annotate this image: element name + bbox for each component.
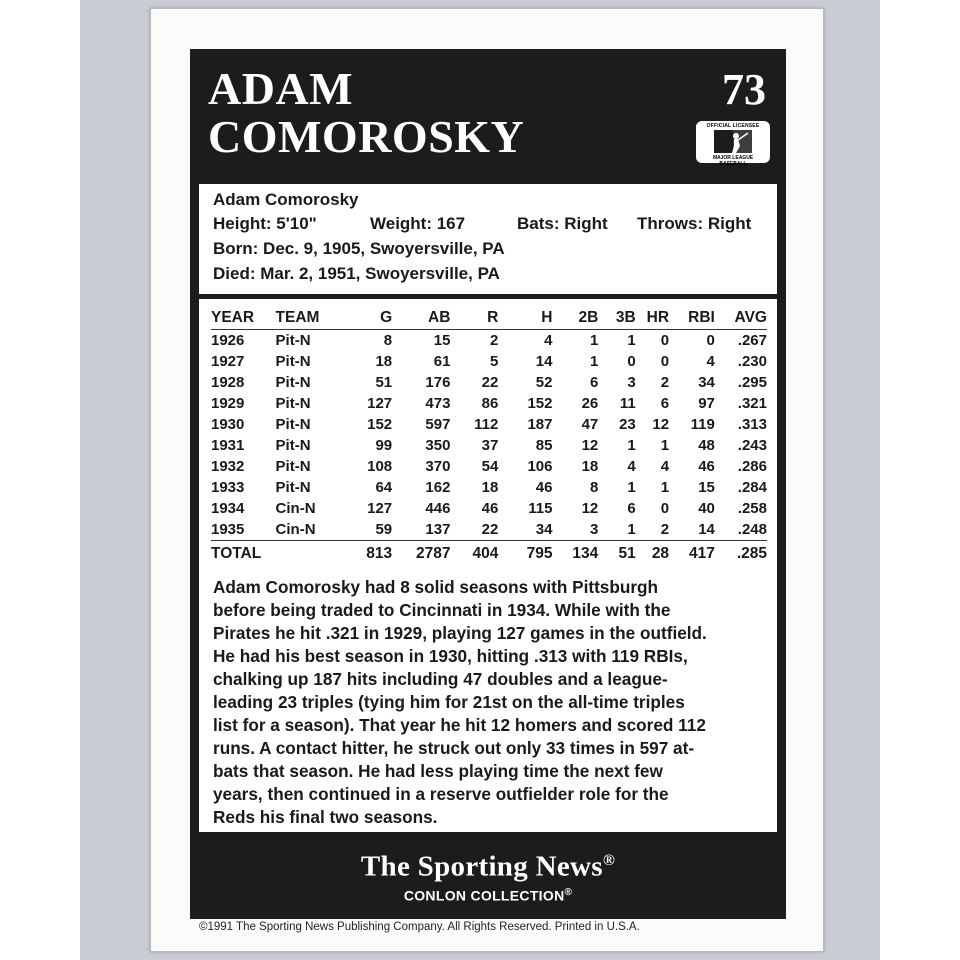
cell-r: 2	[489, 332, 499, 349]
cell-hr: 6	[660, 395, 670, 412]
bio-line: Adam Comorosky had 8 solid seasons with Pittsburgh	[213, 577, 659, 597]
copyright-line: ©1991 The Sporting News Publishing Company. All Rights Reserved. Printed in U.S.A.	[199, 921, 640, 933]
cell-ab: 597	[425, 416, 451, 433]
cell-year: 1931	[211, 437, 245, 454]
sporting-news-wordmark	[190, 845, 786, 883]
cell-rbi: 119	[690, 416, 715, 433]
cell-hr: 1	[660, 437, 670, 454]
cell-avg: .313	[737, 416, 767, 433]
player-info-box	[199, 184, 777, 294]
cell-h: 34	[535, 521, 553, 538]
cell-team: Cin-N	[275, 500, 316, 517]
total-r: 404	[450, 541, 498, 567]
stats-body	[211, 330, 767, 541]
stats-total-row	[211, 541, 767, 567]
cell-2b: 12	[581, 437, 599, 454]
info-height: Height: 5'10"	[213, 214, 317, 233]
player-name-line1: ADAM	[208, 63, 354, 114]
cell-3b: 1	[627, 521, 636, 538]
cell-hr: 1	[660, 479, 670, 496]
cell-year: 1926	[211, 332, 245, 349]
info-bats: Bats: Right	[517, 214, 608, 233]
cell-avg: .286	[737, 458, 767, 475]
logo-bottom-text: MAJOR LEAGUE BASEBALL	[712, 155, 754, 167]
cell-avg: .284	[737, 479, 767, 496]
cell-team: Pit-N	[275, 479, 311, 496]
mlb-licensee-logo	[696, 121, 770, 167]
cell-2b: 12	[581, 500, 599, 517]
brand-footer	[190, 845, 786, 903]
cell-3b: 0	[627, 353, 636, 370]
total-ab: 2787	[392, 541, 450, 567]
cell-team: Cin-N	[275, 521, 316, 538]
cell-team: Pit-N	[275, 374, 311, 391]
stats-box	[199, 299, 777, 832]
cell-r: 5	[489, 353, 499, 370]
player-biography	[213, 576, 769, 829]
cell-avg: .267	[737, 332, 767, 349]
cell-g: 8	[383, 332, 393, 349]
cell-hr: 12	[652, 416, 670, 433]
bio-line: years, then continued in a reserve outfielder role for the	[213, 784, 669, 804]
cell-rbi: 14	[698, 521, 715, 538]
cell-team: Pit-N	[275, 416, 311, 433]
bio-line: chalking up 187 hits including 47 doubles and a league-	[213, 669, 668, 689]
cell-g: 99	[375, 437, 393, 454]
cell-ab: 176	[425, 374, 451, 391]
cell-2b: 18	[581, 458, 599, 475]
conlon-collection	[190, 885, 786, 904]
cell-rbi: 40	[698, 500, 715, 517]
cell-h: 46	[535, 479, 553, 496]
cell-r: 46	[481, 500, 499, 517]
header-avg: AVG	[715, 305, 767, 330]
stats-table	[211, 305, 767, 566]
registered-mark-2: ®	[564, 886, 573, 898]
info-died: Died: Mar. 2, 1951, Swoyersville, PA	[213, 264, 500, 283]
cell-g: 127	[367, 395, 393, 412]
cell-rbi: 46	[698, 458, 715, 475]
brand-title: The Sporting News	[360, 850, 603, 883]
info-born: Born: Dec. 9, 1905, Swoyersville, PA	[213, 239, 505, 258]
cell-2b: 1	[589, 353, 599, 370]
cell-avg: .258	[737, 500, 767, 517]
bio-line: He had his best season in 1930, hitting .313 with 119 RBIs,	[213, 646, 688, 666]
cell-team: Pit-N	[275, 332, 311, 349]
cell-avg: .321	[737, 395, 767, 412]
cell-hr: 0	[660, 332, 670, 349]
cell-hr: 2	[660, 374, 670, 391]
cell-year: 1927	[211, 353, 245, 370]
cell-avg: .248	[737, 521, 767, 538]
cell-r: 22	[481, 374, 499, 391]
stats-header-row	[211, 305, 767, 330]
info-throws: Throws: Right	[637, 214, 752, 233]
cell-2b: 26	[581, 395, 599, 412]
player-name	[208, 65, 524, 161]
info-weight: Weight: 167	[370, 214, 466, 233]
cell-year: 1929	[211, 395, 245, 412]
bio-line: leading 23 triples (tying him for 21st on the all-time triples	[213, 692, 685, 712]
total-avg: .285	[715, 541, 767, 567]
cell-h: 106	[527, 458, 553, 475]
cell-rbi: 48	[698, 437, 715, 454]
cell-rbi: 0	[706, 332, 715, 349]
cell-h: 4	[544, 332, 553, 349]
bio-line: bats that season. He had less playing time the next few	[213, 761, 663, 781]
cell-h: 85	[535, 437, 553, 454]
cell-year: 1934	[211, 500, 245, 517]
bio-line: list for a season). That year he hit 12 homers and scored 112	[213, 715, 706, 735]
cell-3b: 11	[619, 395, 636, 412]
table-row	[211, 498, 767, 519]
total-hr: 28	[636, 541, 669, 567]
cell-year: 1935	[211, 521, 245, 538]
cell-year: 1932	[211, 458, 245, 475]
cell-avg: .230	[737, 353, 767, 370]
cell-r: 37	[481, 437, 499, 454]
cell-year: 1928	[211, 374, 245, 391]
cell-team: Pit-N	[275, 353, 311, 370]
cell-g: 59	[375, 521, 393, 538]
cell-rbi: 4	[706, 353, 715, 370]
cell-3b: 23	[619, 416, 636, 433]
table-row	[211, 393, 767, 414]
cell-2b: 8	[589, 479, 599, 496]
collection-label: CONLON COLLECTION	[403, 887, 565, 904]
cell-3b: 6	[627, 500, 636, 517]
info-full-name: Adam Comorosky	[213, 190, 359, 209]
header-g: G	[336, 305, 392, 330]
cell-ab: 446	[425, 500, 451, 517]
table-row	[211, 351, 767, 372]
table-row	[211, 435, 767, 456]
cell-r: 54	[481, 458, 499, 475]
header-3b: 3B	[598, 305, 635, 330]
header-ab: AB	[392, 305, 450, 330]
cell-3b: 3	[627, 374, 636, 391]
cell-r: 86	[481, 395, 499, 412]
cell-year: 1933	[211, 479, 245, 496]
table-row	[211, 519, 767, 541]
logo-top-text: OFFICIAL LICENSEE	[706, 123, 760, 129]
header-rbi: RBI	[669, 305, 715, 330]
baseball-card-back	[150, 8, 824, 952]
cell-3b: 1	[627, 332, 636, 349]
cell-hr: 0	[660, 500, 670, 517]
cell-team: Pit-N	[275, 395, 311, 412]
cell-3b: 1	[627, 437, 636, 454]
registered-mark: ®	[602, 852, 616, 869]
bio-line: before being traded to Cincinnati in 1934. While with the	[213, 600, 671, 620]
cell-team: Pit-N	[275, 437, 311, 454]
cell-g: 152	[367, 416, 393, 433]
header-team: TEAM	[276, 305, 336, 330]
table-row	[211, 456, 767, 477]
cell-3b: 1	[627, 479, 636, 496]
cell-h: 187	[527, 416, 553, 433]
cell-hr: 0	[660, 353, 670, 370]
player-name-line2: COMOROSKY	[208, 111, 525, 162]
cell-avg: .295	[737, 374, 767, 391]
total-rbi: 417	[669, 541, 715, 567]
cell-r: 22	[481, 521, 499, 538]
bio-line: Pirates he hit .321 in 1929, playing 127 games in the outfield.	[213, 623, 707, 643]
total-g: 813	[336, 541, 392, 567]
cell-h: 52	[535, 374, 553, 391]
table-row	[211, 477, 767, 498]
cell-year: 1930	[211, 416, 245, 433]
cell-ab: 350	[425, 437, 451, 454]
cell-ab: 370	[425, 458, 451, 475]
cell-avg: .243	[737, 437, 767, 454]
cell-r: 18	[481, 479, 499, 496]
total-3b: 51	[598, 541, 635, 567]
cell-g: 51	[375, 374, 393, 391]
card-number: 73	[722, 65, 766, 114]
cell-ab: 162	[425, 479, 451, 496]
cell-ab: 15	[433, 332, 451, 349]
cell-3b: 4	[627, 458, 636, 475]
cell-g: 18	[375, 353, 393, 370]
cell-2b: 3	[589, 521, 599, 538]
header-r: R	[450, 305, 498, 330]
cell-g: 64	[375, 479, 393, 496]
cell-h: 152	[527, 395, 553, 412]
cell-ab: 61	[433, 353, 451, 370]
cell-2b: 1	[589, 332, 599, 349]
cell-2b: 47	[581, 416, 599, 433]
bio-line: Reds his final two seasons.	[213, 807, 438, 827]
cell-ab: 137	[425, 521, 451, 538]
cell-h: 14	[535, 353, 553, 370]
card-frame	[190, 49, 786, 919]
total-2b: 134	[552, 541, 598, 567]
header-hr: HR	[636, 305, 669, 330]
bio-line: runs. A contact hitter, he struck out only 33 times in 597 at-	[213, 738, 695, 758]
cell-hr: 4	[660, 458, 670, 475]
table-row	[211, 372, 767, 393]
table-row	[211, 414, 767, 435]
cell-rbi: 15	[698, 479, 715, 496]
cell-g: 108	[367, 458, 393, 475]
header-year: YEAR	[211, 305, 276, 330]
total-h: 795	[498, 541, 552, 567]
header-2b: 2B	[552, 305, 598, 330]
table-row	[211, 330, 767, 352]
cell-rbi: 34	[698, 374, 715, 391]
cell-hr: 2	[660, 521, 670, 538]
cell-ab: 473	[425, 395, 451, 412]
batter-silhouette-icon	[714, 130, 752, 153]
cell-g: 127	[367, 500, 393, 517]
cell-team: Pit-N	[275, 458, 311, 475]
header-h: H	[498, 305, 552, 330]
cell-r: 112	[474, 416, 499, 433]
cell-2b: 6	[589, 374, 599, 391]
cell-rbi: 97	[698, 395, 715, 412]
total-team	[276, 541, 336, 567]
total-label: TOTAL	[211, 541, 276, 567]
cell-h: 115	[528, 500, 553, 517]
